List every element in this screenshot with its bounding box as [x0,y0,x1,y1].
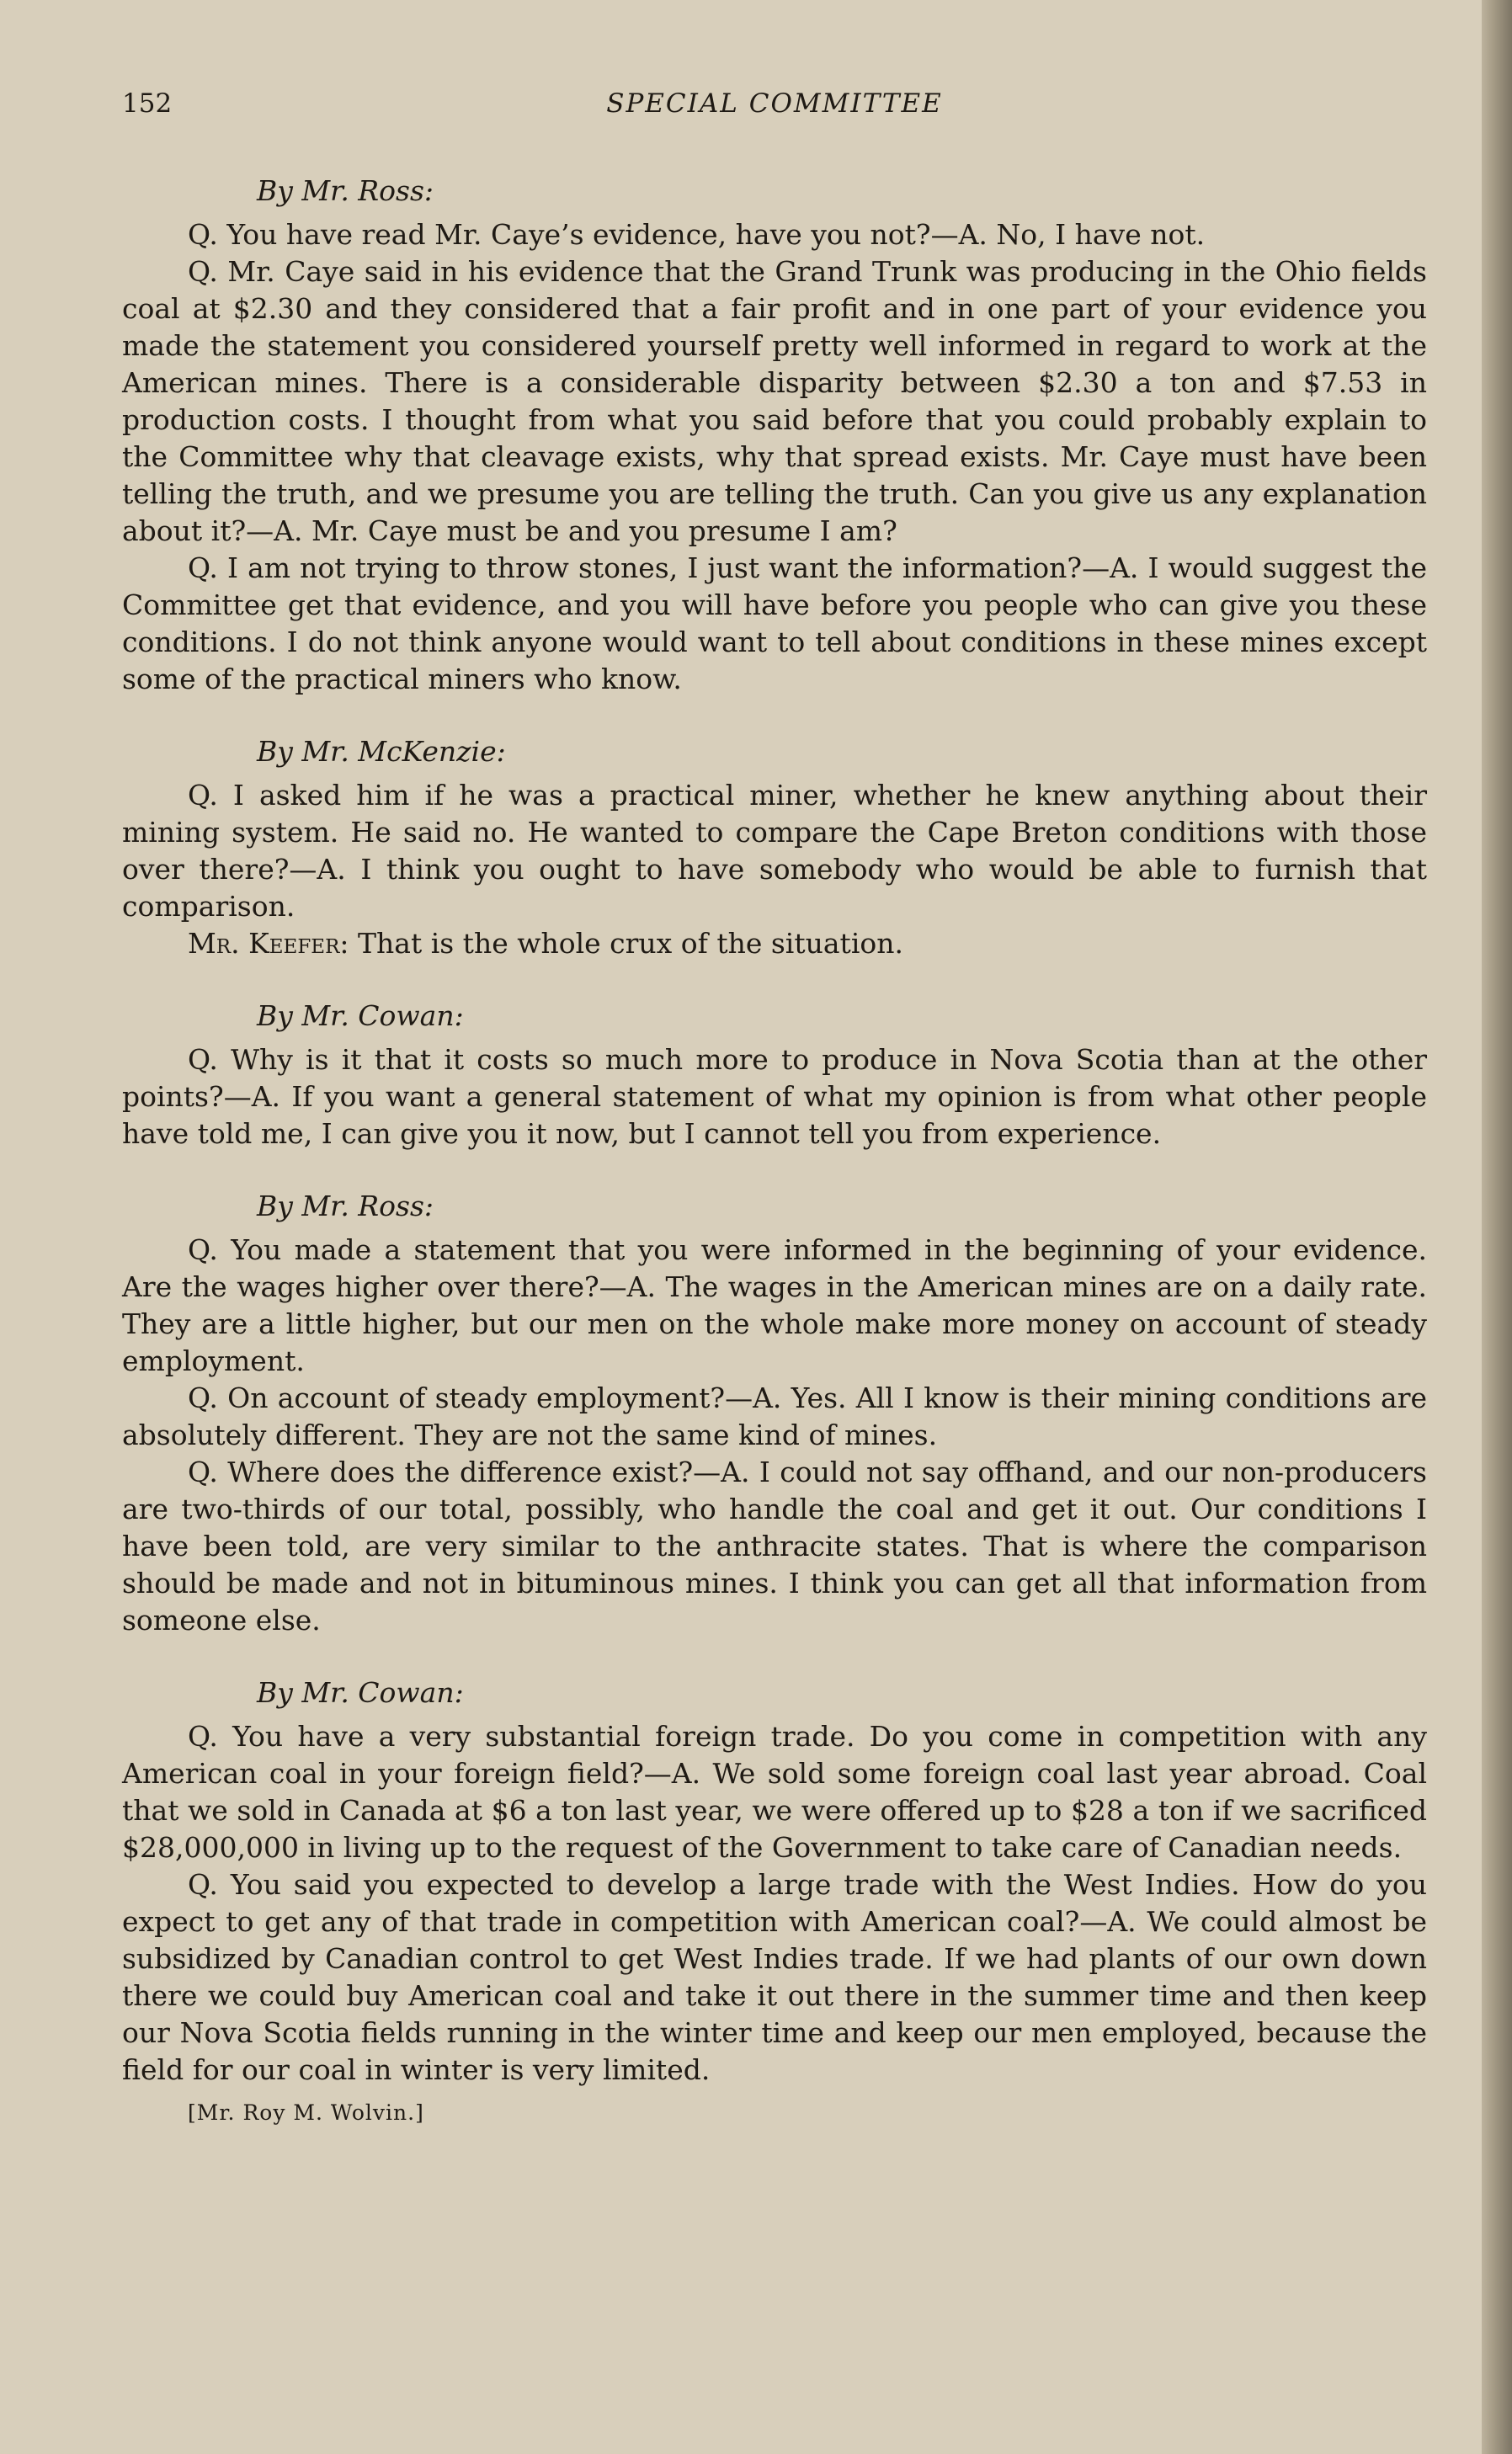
paragraph: Q. Where does the difference exist?—A. I could not say offhand, and our non-producers are two-thirds of our total, possibly, who handle the coal and get it out. Our conditions I have been told, are very similar to the anthracite states. That is where the comparison should be made and not in bituminous mines. I think you can get all that information from someone else. [122,1456,1427,1637]
interjection-speaker: Mr. Keefer: [188,927,349,960]
testimony-section [122,1188,1427,1639]
page-header [122,83,1427,125]
paragraph: Q. Why is it that it costs so much more to produce in Nova Scotia than at the other points?—A. If you want a general statement of what my opinion is from what other people have told me, I can give you it now, but I cannot tell you from experience. [122,1043,1427,1150]
speaker-heading: By Mr. McKenzie: [257,735,506,768]
paragraph: Q. Mr. Caye said in his evidence that the Grand Trunk was producing in the Ohio fields coal at $2.30 and they considered that a fair profit and in one part of your evidence you made the statement you considered yourself pretty well informed in regard to work at the American mines. There is a considerable disparity between $2.30 a ton and $7.53 in production costs. I thought from what you said before that you could probably explain to the Committee why that cleavage exists, why that spread exists. Mr. Caye must have been telling the truth, and we presume you are telling the truth. Can you give us any explanation about it?—A. Mr. Caye must be and you presume I am? [122,255,1427,547]
page-edge-shadow [1482,0,1512,2454]
paragraph: Q. On account of steady employment?—A. Yes. All I know is their mining conditions are absolutely different. They are not the same kind of mines. [122,1381,1427,1451]
paragraph: Q. You have a very substantial foreign trade. Do you come in competition with any American coal in your foreign field?—A. We sold some foreign coal last year abroad. Coal that we sold in Canada at $6 a ton last year, we were offered up to $28 a ton if we sacrificed $28,000,000 in living up to the request of the Government to take care of Canadian needs. [122,1720,1427,1864]
speaker-heading: By Mr. Cowan: [257,999,464,1032]
paragraph: Q. You made a statement that you were informed in the beginning of your evidence. Are the wages higher over there?—A. The wages in the American mines are on a daily rate. They are a little higher, but our men on the whole make more money on account of steady employment. [122,1233,1427,1377]
paragraph: Q. You said you expected to develop a large trade with the West Indies. How do you expect to get any of that trade in competition with American coal?—A. We could almost be subsidized by Canadian control to get West Indies trade. If we had plants of our own down there we could buy American coal and take it out there in the summer time and then keep our Nova Scotia fields running in the winter time and keep our men employed, because the field for our coal in winter is very limited. [122,1868,1427,2086]
page-number: 152 [122,88,173,119]
testimony-section [122,173,1427,698]
interjection-text: That is the whole crux of the situation. [358,927,903,960]
testimony-section [122,1674,1427,2089]
running-title: SPECIAL COMMITTEE [606,88,943,119]
speaker-heading: By Mr. Ross: [257,1190,434,1222]
speaker-heading: By Mr. Cowan: [257,1676,464,1709]
body-text [122,173,1427,2127]
witness-note: [Mr. Roy M. Wolvin.] [188,2100,424,2125]
paragraph: Q. I asked him if he was a practical miner, whether he knew anything about their mining system. He said no. He wanted to compare the Cape Breton conditions with those over there?—A. I think you ought to have somebody who would be able to furnish that comparison. [122,779,1427,923]
testimony-section [122,998,1427,1152]
paragraph: Q. I am not trying to throw stones, I just want the information?—A. I would suggest the Committee get that evidence, and you will have before you people who can give you these conditions. I do not think anyone would want to tell about conditions in these mines except some of the practical miners who know. [122,551,1427,695]
paragraph: Q. You have read Mr. Caye’s evidence, have you not?—A. No, I have not. [188,218,1206,251]
interjection [122,925,1427,962]
speaker-heading: By Mr. Ross: [257,174,434,207]
testimony-section [122,733,1427,962]
